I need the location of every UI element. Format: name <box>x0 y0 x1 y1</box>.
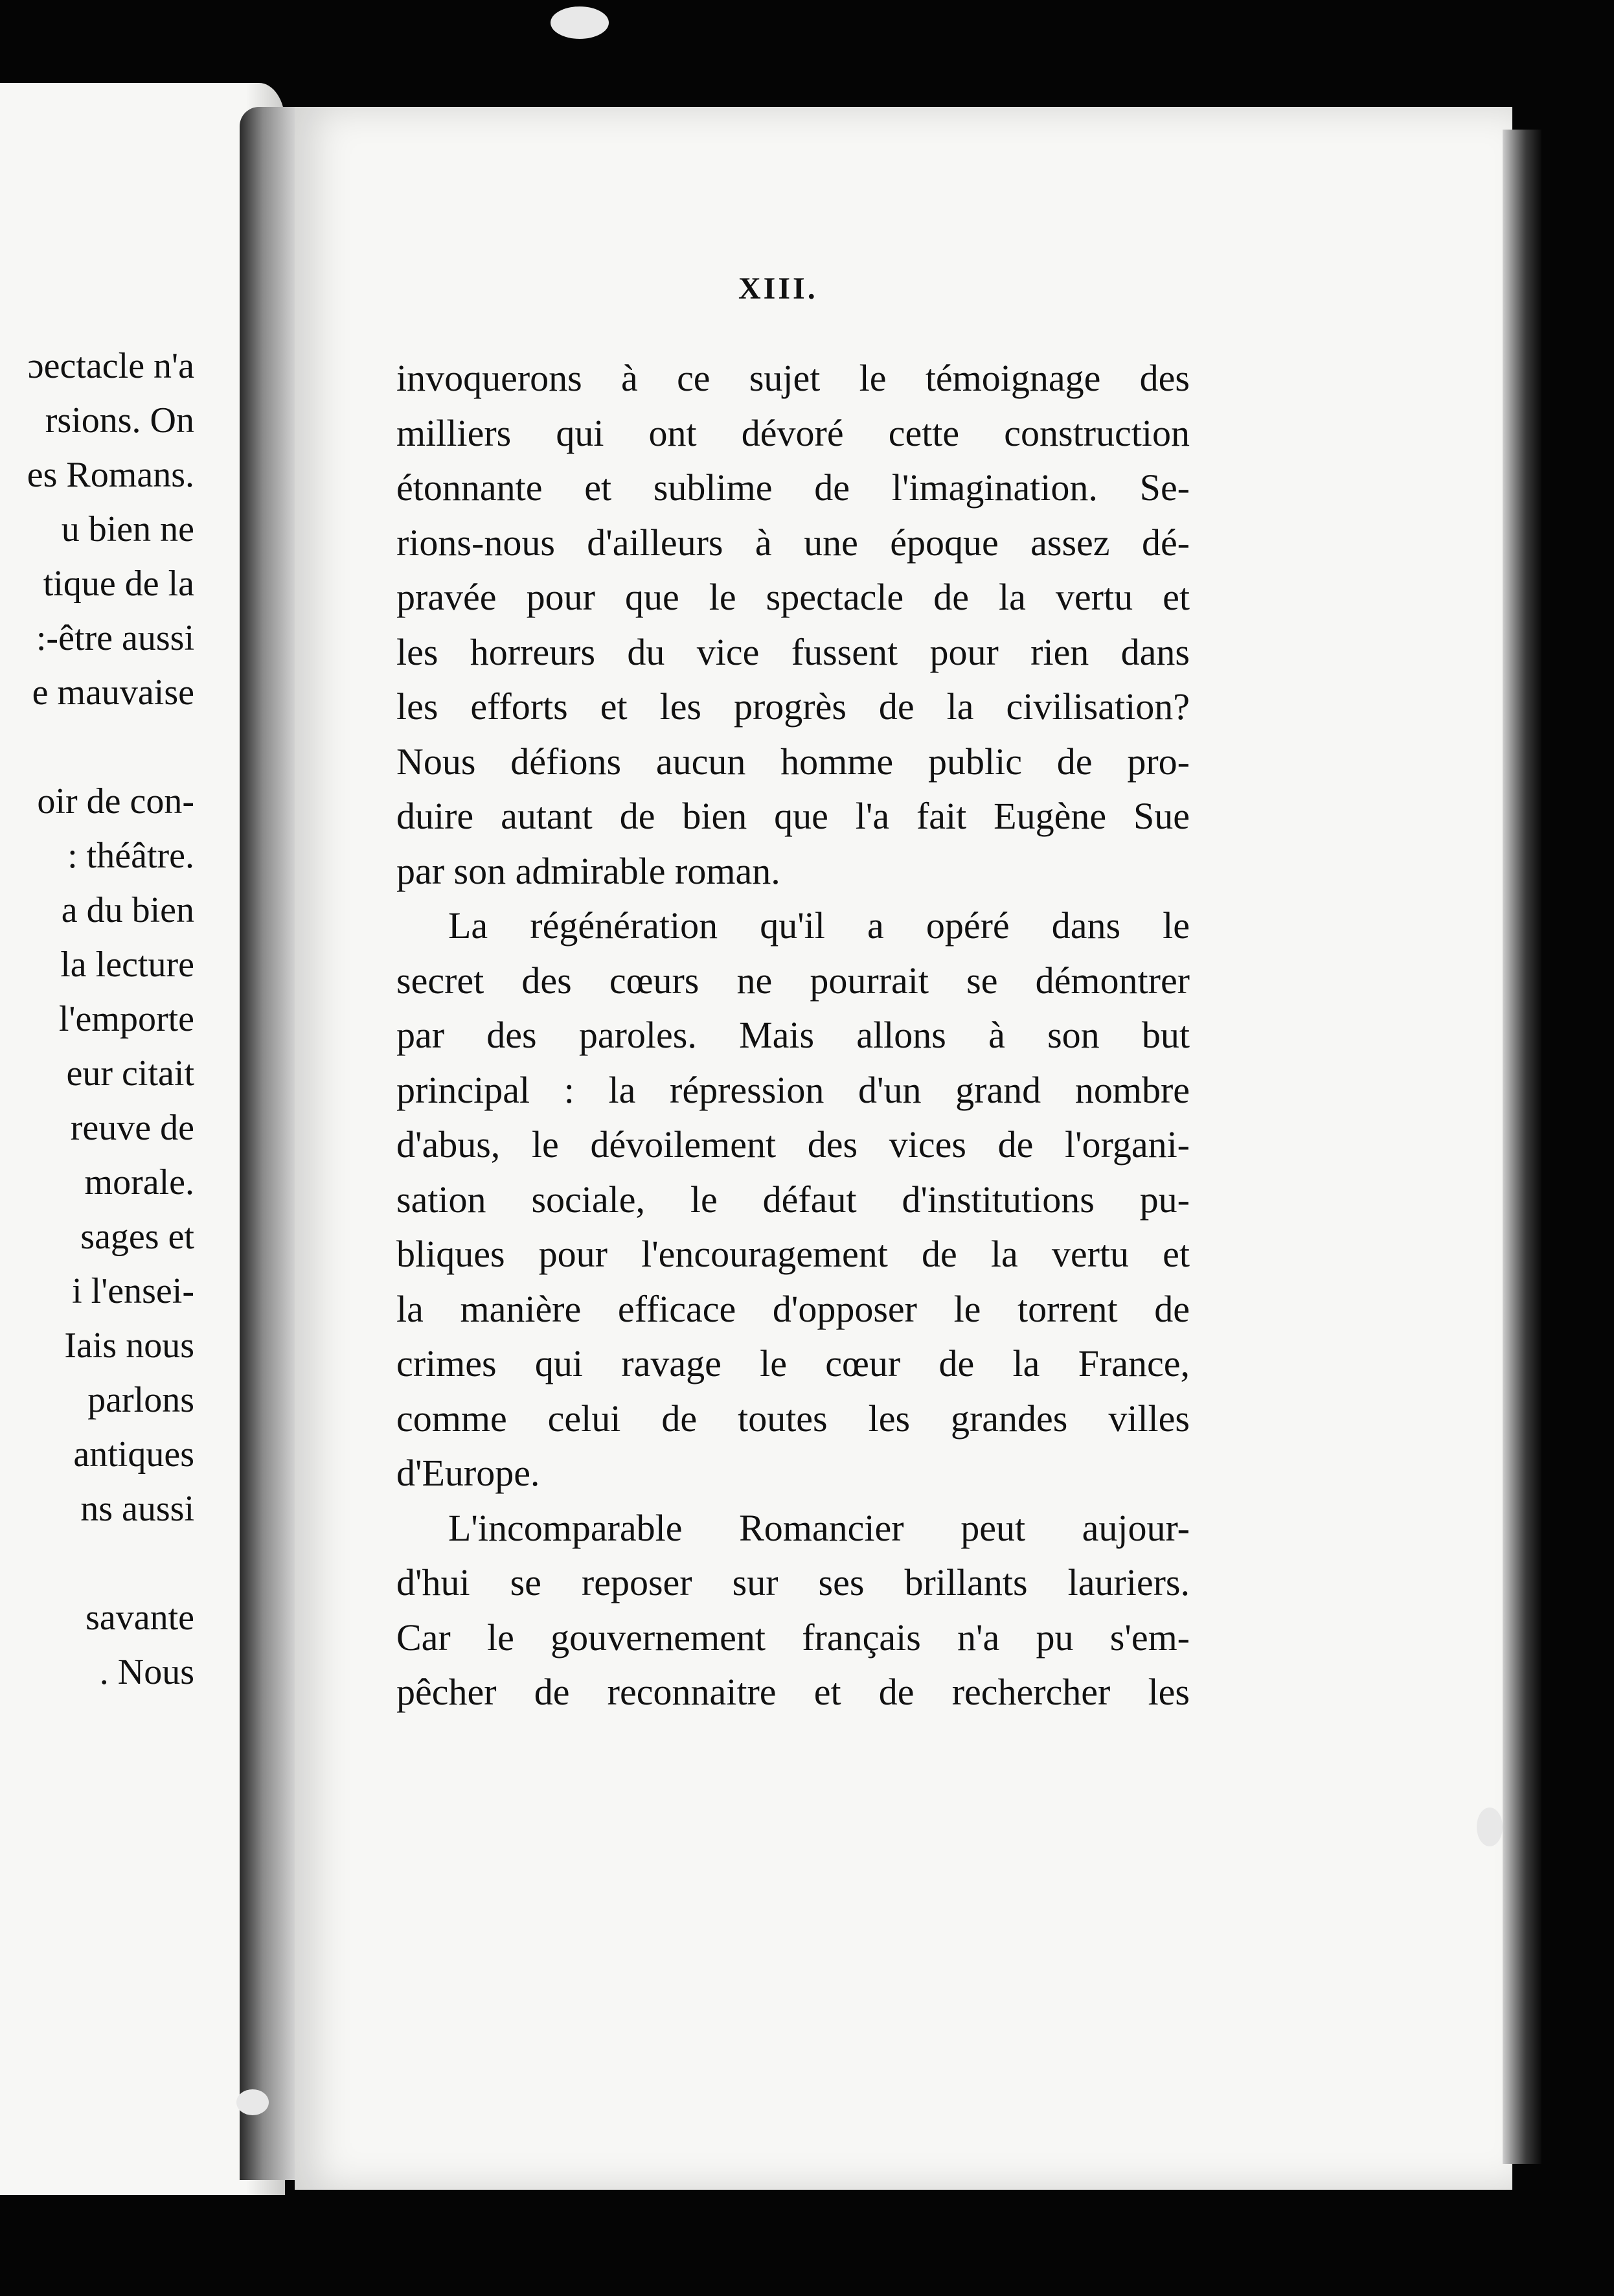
text-line: d'hui se reposer sur ses brillants lauriers. <box>396 1561 1190 1603</box>
page-edge-shadow <box>1503 130 1541 2164</box>
text-line: invoquerons à ce sujet le témoignage des <box>396 357 1190 399</box>
text-line: les horreurs du vice fussent pour rien dans <box>396 630 1190 673</box>
left-page-line: . Nous <box>99 1652 194 1692</box>
left-page-line: u bien ne <box>61 509 194 549</box>
left-page-line: l'emporte <box>58 999 194 1039</box>
left-page-line: sages et <box>80 1217 194 1257</box>
text-line: Car le gouvernement français n'a pu s'em- <box>396 1616 1190 1659</box>
left-page-line: morale. <box>84 1162 194 1202</box>
scan-speck <box>236 2089 269 2115</box>
text-line: rions-nous d'ailleurs à une époque assez dé- <box>396 521 1190 564</box>
text-line: les efforts et les progrès de la civilisation? <box>396 685 1190 728</box>
left-page-line-gap <box>27 720 194 774</box>
left-page-line: :-être aussi <box>36 618 194 658</box>
text-line: La régénération qu'il a opéré dans le <box>448 904 1190 947</box>
text-line: d'Europe. <box>396 1452 540 1494</box>
text-line: sation sociale, le défaut d'institutions pu- <box>396 1178 1190 1221</box>
scan-speck <box>1477 1808 1503 1846</box>
text-line: d'abus, le dévoilement des vices de l'organi- <box>396 1123 1190 1165</box>
text-line: Nous défions aucun homme public de pro- <box>396 740 1190 783</box>
text-line: la manière efficace d'opposer le torrent de <box>396 1287 1190 1330</box>
left-page-line: la lecture <box>60 945 194 985</box>
left-page-line: eur citait <box>66 1053 194 1094</box>
left-page-line: parlons <box>87 1380 194 1420</box>
text-line: pêcher de reconnaitre et de rechercher les <box>396 1671 1190 1713</box>
text-line: par son admirable roman. <box>396 849 780 892</box>
scan-speck <box>551 6 609 39</box>
text-line: comme celui de toutes les grandes villes <box>396 1397 1190 1440</box>
left-page-line: : théâtre. <box>67 836 194 876</box>
text-line: étonnante et sublime de l'imagination. Se- <box>396 466 1190 509</box>
left-page-line: ns aussi <box>80 1489 194 1529</box>
text-line: pravée pour que le spectacle de la vertu et <box>396 576 1190 618</box>
left-page-line-gap <box>27 1536 194 1590</box>
left-page-line: i l'ensei- <box>72 1271 194 1311</box>
text-line: principal : la répression d'un grand nombre <box>396 1068 1190 1111</box>
left-page-line: oir de con- <box>37 781 194 821</box>
text-line: secret des cœurs ne pourrait se démontrer <box>396 959 1190 1002</box>
left-page-line: rsions. On <box>45 400 194 441</box>
left-page-text-area <box>0 83 194 2195</box>
left-page-lines <box>27 339 194 1699</box>
left-page-line: e mauvaise <box>32 672 194 713</box>
left-page-line: tique de la <box>43 564 194 604</box>
page-number: XIII. <box>738 271 818 306</box>
text-line: L'incomparable Romancier peut aujour- <box>448 1506 1190 1549</box>
text-line: par des paroles. Mais allons à son but <box>396 1014 1190 1056</box>
left-page-line: es Romans. <box>27 455 194 495</box>
left-page-line: a du bien <box>61 890 194 930</box>
left-page-line: savante <box>85 1598 194 1638</box>
text-line: crimes qui ravage le cœur de la France, <box>396 1342 1190 1384</box>
left-page-line: Iais nous <box>64 1326 194 1366</box>
text-line: bliques pour l'encouragement de la vertu et <box>396 1233 1190 1275</box>
left-page-line: ɔectacle n'a <box>27 346 194 386</box>
right-page-body-text <box>396 351 1190 1720</box>
text-line: milliers qui ont dévoré cette construction <box>396 411 1190 454</box>
text-line: duire autant de bien que l'a fait Eugène Sue <box>396 795 1190 837</box>
left-page-line: reuve de <box>70 1108 194 1148</box>
left-page-line: antiques <box>73 1434 194 1475</box>
